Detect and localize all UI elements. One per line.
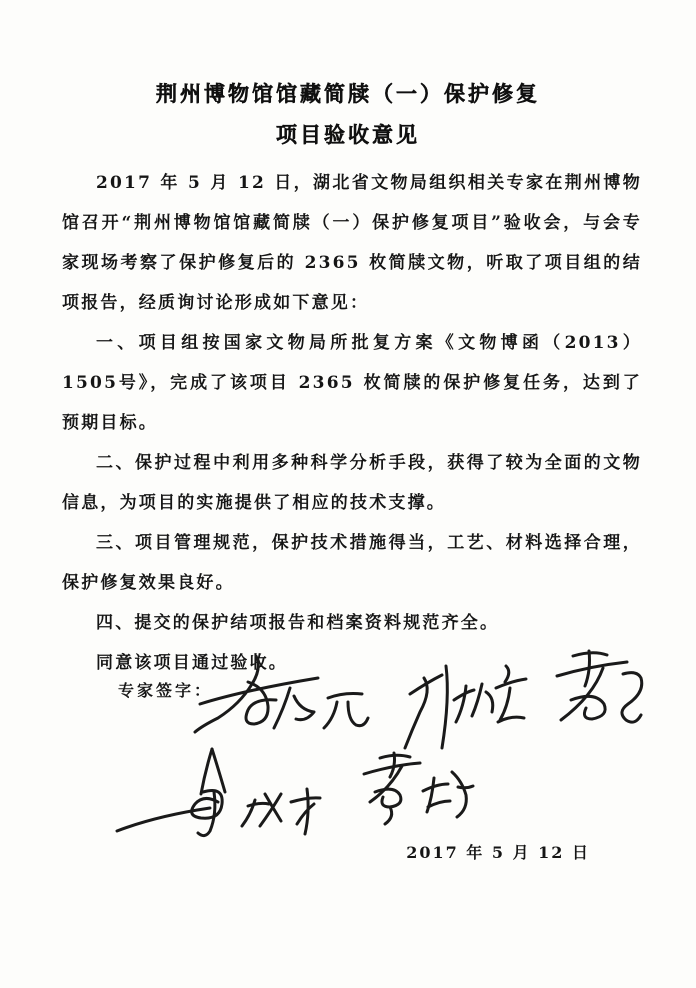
signature-5-strokes bbox=[352, 750, 480, 832]
signature-handwriting-2 bbox=[400, 658, 535, 762]
signature-1-strokes bbox=[190, 646, 375, 761]
document-title-line-1: 荆州博物馆馆藏简牍（一）保护修复 bbox=[156, 81, 540, 106]
document-date: 2017 年 5 月 12 日 bbox=[406, 843, 590, 862]
expert-signature-label: 专家签字： bbox=[118, 681, 214, 700]
paragraph-item-2: 二、保护过程中利用多种科学分析手段，获得了较为全面的文物信息，为项目的实施提供了相应的技术支撑。 bbox=[62, 453, 642, 513]
paragraph-item-4: 四、提交的保护结项报告和档案资料规范齐全。 bbox=[96, 613, 500, 633]
paragraph-item-1: 一、项目组按国家文物局所批复方案《文物博函（2013）1505号》，完成了该项目 2365 枚简牍的保护修复任务，达到了预期目标。 bbox=[62, 333, 642, 433]
document-body bbox=[62, 163, 642, 683]
signature-handwriting-4 bbox=[112, 746, 337, 845]
paragraph-intro: 2017 年 5 月 12 日，湖北省文物局组织相关专家在荆州博物馆召开“荆州博物馆馆藏简牍（一）保护修复项目”验收会，与会专家现场考察了保护修复后的 2365 枚简牍文物，听取了项目组的结项报告，经质询讨论形成如下意见： bbox=[62, 173, 642, 313]
document-title-line-2: 项目验收意见 bbox=[276, 122, 420, 147]
signature-handwriting-5 bbox=[352, 750, 480, 836]
paragraph-conclusion: 同意该项目通过验收。 bbox=[96, 653, 288, 673]
signature-3-strokes bbox=[543, 646, 645, 746]
signature-4-strokes bbox=[112, 746, 337, 841]
paragraph-item-3: 三、项目管理规范，保护技术措施得当，工艺、材料选择合理，保护修复效果良好。 bbox=[62, 533, 642, 593]
signature-2-strokes bbox=[400, 658, 535, 758]
signature-handwriting-3 bbox=[543, 646, 645, 750]
